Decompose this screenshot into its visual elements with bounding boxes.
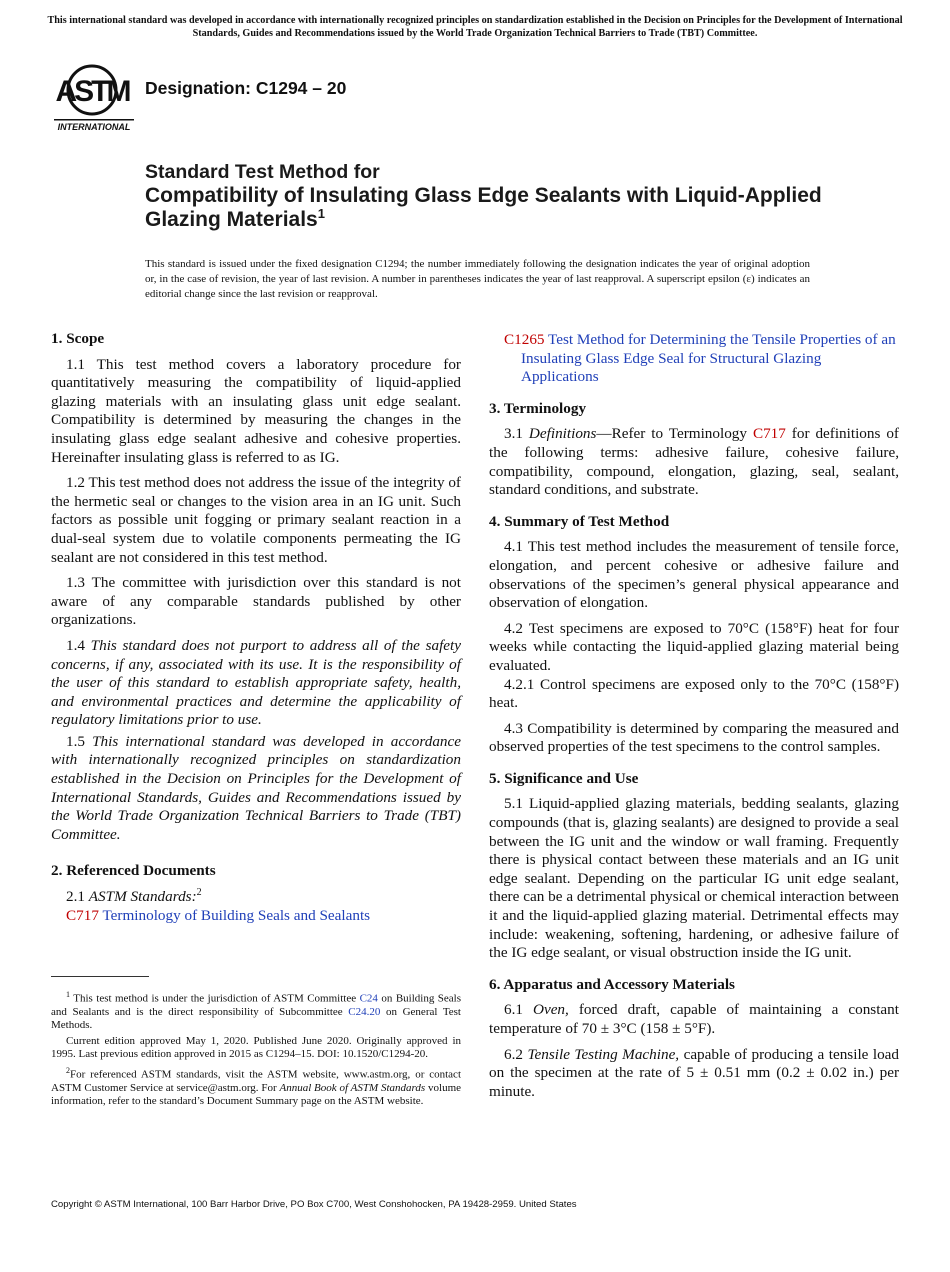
reference-title-link[interactable]: Terminology of Building Seals and Sealants	[102, 906, 371, 924]
footnote-1: $^1$ This test method is under the jurisdiction of ASTM Committee C24 on Building Seals and Sealants and is the direct responsibility of Subcommittee C24.20 on General Test Methods.	[51, 990, 461, 1032]
left-column	[51, 330, 461, 925]
issue-note: This standard is issued under the fixed designation C1294; the number immediately following the designation indicates the year of original adoption or, in the case of revision, the year of last revision. A number in parentheses indicates the year of last reapproval. A superscript epsilon (ε) indicates an editorial change since the last revision or reapproval.	[145, 258, 810, 300]
paragraph-1-4: 1.4 This standard does not purport to address all of the safety concerns, if any, associated with its use. It is the responsibility of the user of this standard to establish appropriate safety, health, and environmental practices and determine the applicability of regulatory limitations prior to use.	[51, 636, 462, 729]
footnote-divider	[51, 976, 149, 977]
reference-c1265[interactable]	[489, 331, 899, 387]
footnotes	[51, 988, 461, 1111]
paragraph-4-2: 4.2 Test specimens are exposed to 70°C (158°F) heat for four weeks while contacting the liquid-applied glazing material being evaluated.	[489, 619, 899, 674]
copyright-notice: Copyright © ASTM International, 100 Barr Harbor Drive, PO Box C700, West Conshohocken, PA 19428-2959. United States	[51, 1199, 577, 1210]
paragraph-1-3: 1.3 The committee with jurisdiction over this standard is not aware of any comparable standards published by other organizations.	[51, 574, 461, 629]
paragraph-3-1: 3.1 Definitions—Refer to Terminology C717 for definitions of the following terms: adhesive failure, cohesive failure, compatibility, compound, elongation, glazing, seal, sealant, standard conditions, and substrate.	[489, 425, 899, 499]
paragraph-1-1: 1.1 This test method covers a laboratory procedure for quantitatively measuring the compatibility of liquid-applied glazing materials with an insulating glass unit edge sealant. Compatibility is determined by measuring the changes in the insulating glass edge sealant adhesive and cohesive properties. Hereinafter insulating glass is referred to as IG.	[51, 355, 461, 466]
terminology-ref-c717[interactable]: C717	[752, 425, 786, 443]
svg-text:ASTM: ASTM	[55, 75, 129, 108]
paragraph-4-3: 4.3 Compatibility is determined by comparing the measured and observed properties of the test specimens to the control samples.	[489, 719, 899, 756]
reference-c717[interactable]	[51, 907, 461, 926]
subcommittee-link[interactable]: C24.20	[348, 1006, 381, 1019]
section-heading-scope: 1. Scope	[51, 330, 105, 347]
paragraph-4-1: 4.1 This test method includes the measurement of tensile force, elongation, and percent cohesive or adhesive failure and observations of the specimen’s general physical appearance and observation of elongation.	[489, 538, 899, 612]
international-standard-notice: This international standard was developed in accordance with internationally recognized principles on standardization established in the Decision on Principles for the Development of International Standards, Guides and Recommendations issued by the World Trade Organization Technical Barriers to Trade (TBT) Committee.	[47, 15, 903, 39]
section-heading-referenced: 2. Referenced Documents	[51, 862, 216, 880]
reference-code[interactable]: C717	[66, 906, 99, 924]
paragraph-1-5: 1.5 This international standard was developed in accordance with internationally recognized principles on standardization established in the Decision on Principles for the Development of International Standards, Guides and Recommendations issued by the World Trade Organization Technical Barriers to Trade (TBT) Committee.	[51, 732, 462, 843]
footnote-2: $^2$For referenced ASTM standards, visit the ASTM website, www.astm.org, or contact ASTM Customer Service at service@astm.org. For Annual Book of ASTM Standards volume information, refer to the standard’s Document Summary page on the ASTM website.	[51, 1065, 462, 1108]
reference-title-link[interactable]: Test Method for Determining the Tensile Properties of an Insulating Glass Edge Seal for Structural Glazing Applications	[521, 331, 896, 386]
section-heading-significance: 5. Significance and Use	[489, 769, 639, 787]
section-heading-apparatus: 6. Apparatus and Accessory Materials	[489, 975, 735, 993]
reference-code[interactable]: C1265	[504, 331, 545, 348]
paragraph-2-1: 2.1 ASTM Standards:$^2$	[66, 887, 202, 906]
section-heading-terminology: 3. Terminology	[489, 399, 587, 417]
paragraph-4-2-1: 4.2.1 Control specimens are exposed only to the 70°C (158°F) heat.	[489, 675, 899, 712]
committee-link[interactable]: C24	[359, 992, 378, 1005]
paragraph-6-2: 6.2 Tensile Testing Machine, capable of producing a tensile load on the specimen at the rate of 5 ± 0.51 mm (0.2 ± 0.02 in.) per minute.	[489, 1045, 900, 1100]
footnote-edition: Current edition approved May 1, 2020. Published June 2020. Originally approved in 1995. Last previous edition approved in 2015 as C1294–15. DOI: 10.1520/C1294-20.	[51, 1034, 461, 1061]
paragraph-1-2: 1.2 This test method does not address the issue of the integrity of the hermetic seal or changes to the vision area in an IG unit. Such factors as possible unit fogging or primary sealant reaction in a dual-seal system due to volatile components permeating the IG sealant are not considered in this test method.	[51, 474, 461, 566]
paragraph-5-1: 5.1 Liquid-applied glazing materials, bedding sealants, glazing compounds (that is, glazing sealants) are designed to provide a seal between the IG unit and the window or wall framing. Frequently there is physical contact between these materials and an IG unit edge sealant. Depending on the particular IG unit edge sealant, there can be a detrimental physical or chemical interaction between it and the liquid-applied glazing material. Detrimental effects may include: weakening, softening, hardening, or adhesive failure of the IG edge sealant, or visual obstruction inside the IG unit.	[489, 795, 899, 962]
title-footnote-mark[interactable]: 1	[317, 206, 325, 221]
designation: Designation: C1294 – 20	[145, 78, 347, 98]
title-main: Compatibility of Insulating Glass Edge Sealants with Liquid-Applied Glazing Materials$^1$	[145, 184, 822, 231]
document-title	[145, 160, 825, 232]
right-column	[489, 331, 899, 1101]
section-heading-summary: 4. Summary of Test Method	[489, 512, 670, 530]
title-line: Standard Test Method for	[145, 161, 380, 183]
svg-text:INTERNATIONAL: INTERNATIONAL	[57, 122, 131, 132]
paragraph-6-1: 6.1 Oven, forced draft, capable of maintaining a constant temperature of 70 ± 3°C (158 ± 5°F).	[489, 1001, 899, 1037]
astm-logo-icon	[52, 57, 136, 133]
